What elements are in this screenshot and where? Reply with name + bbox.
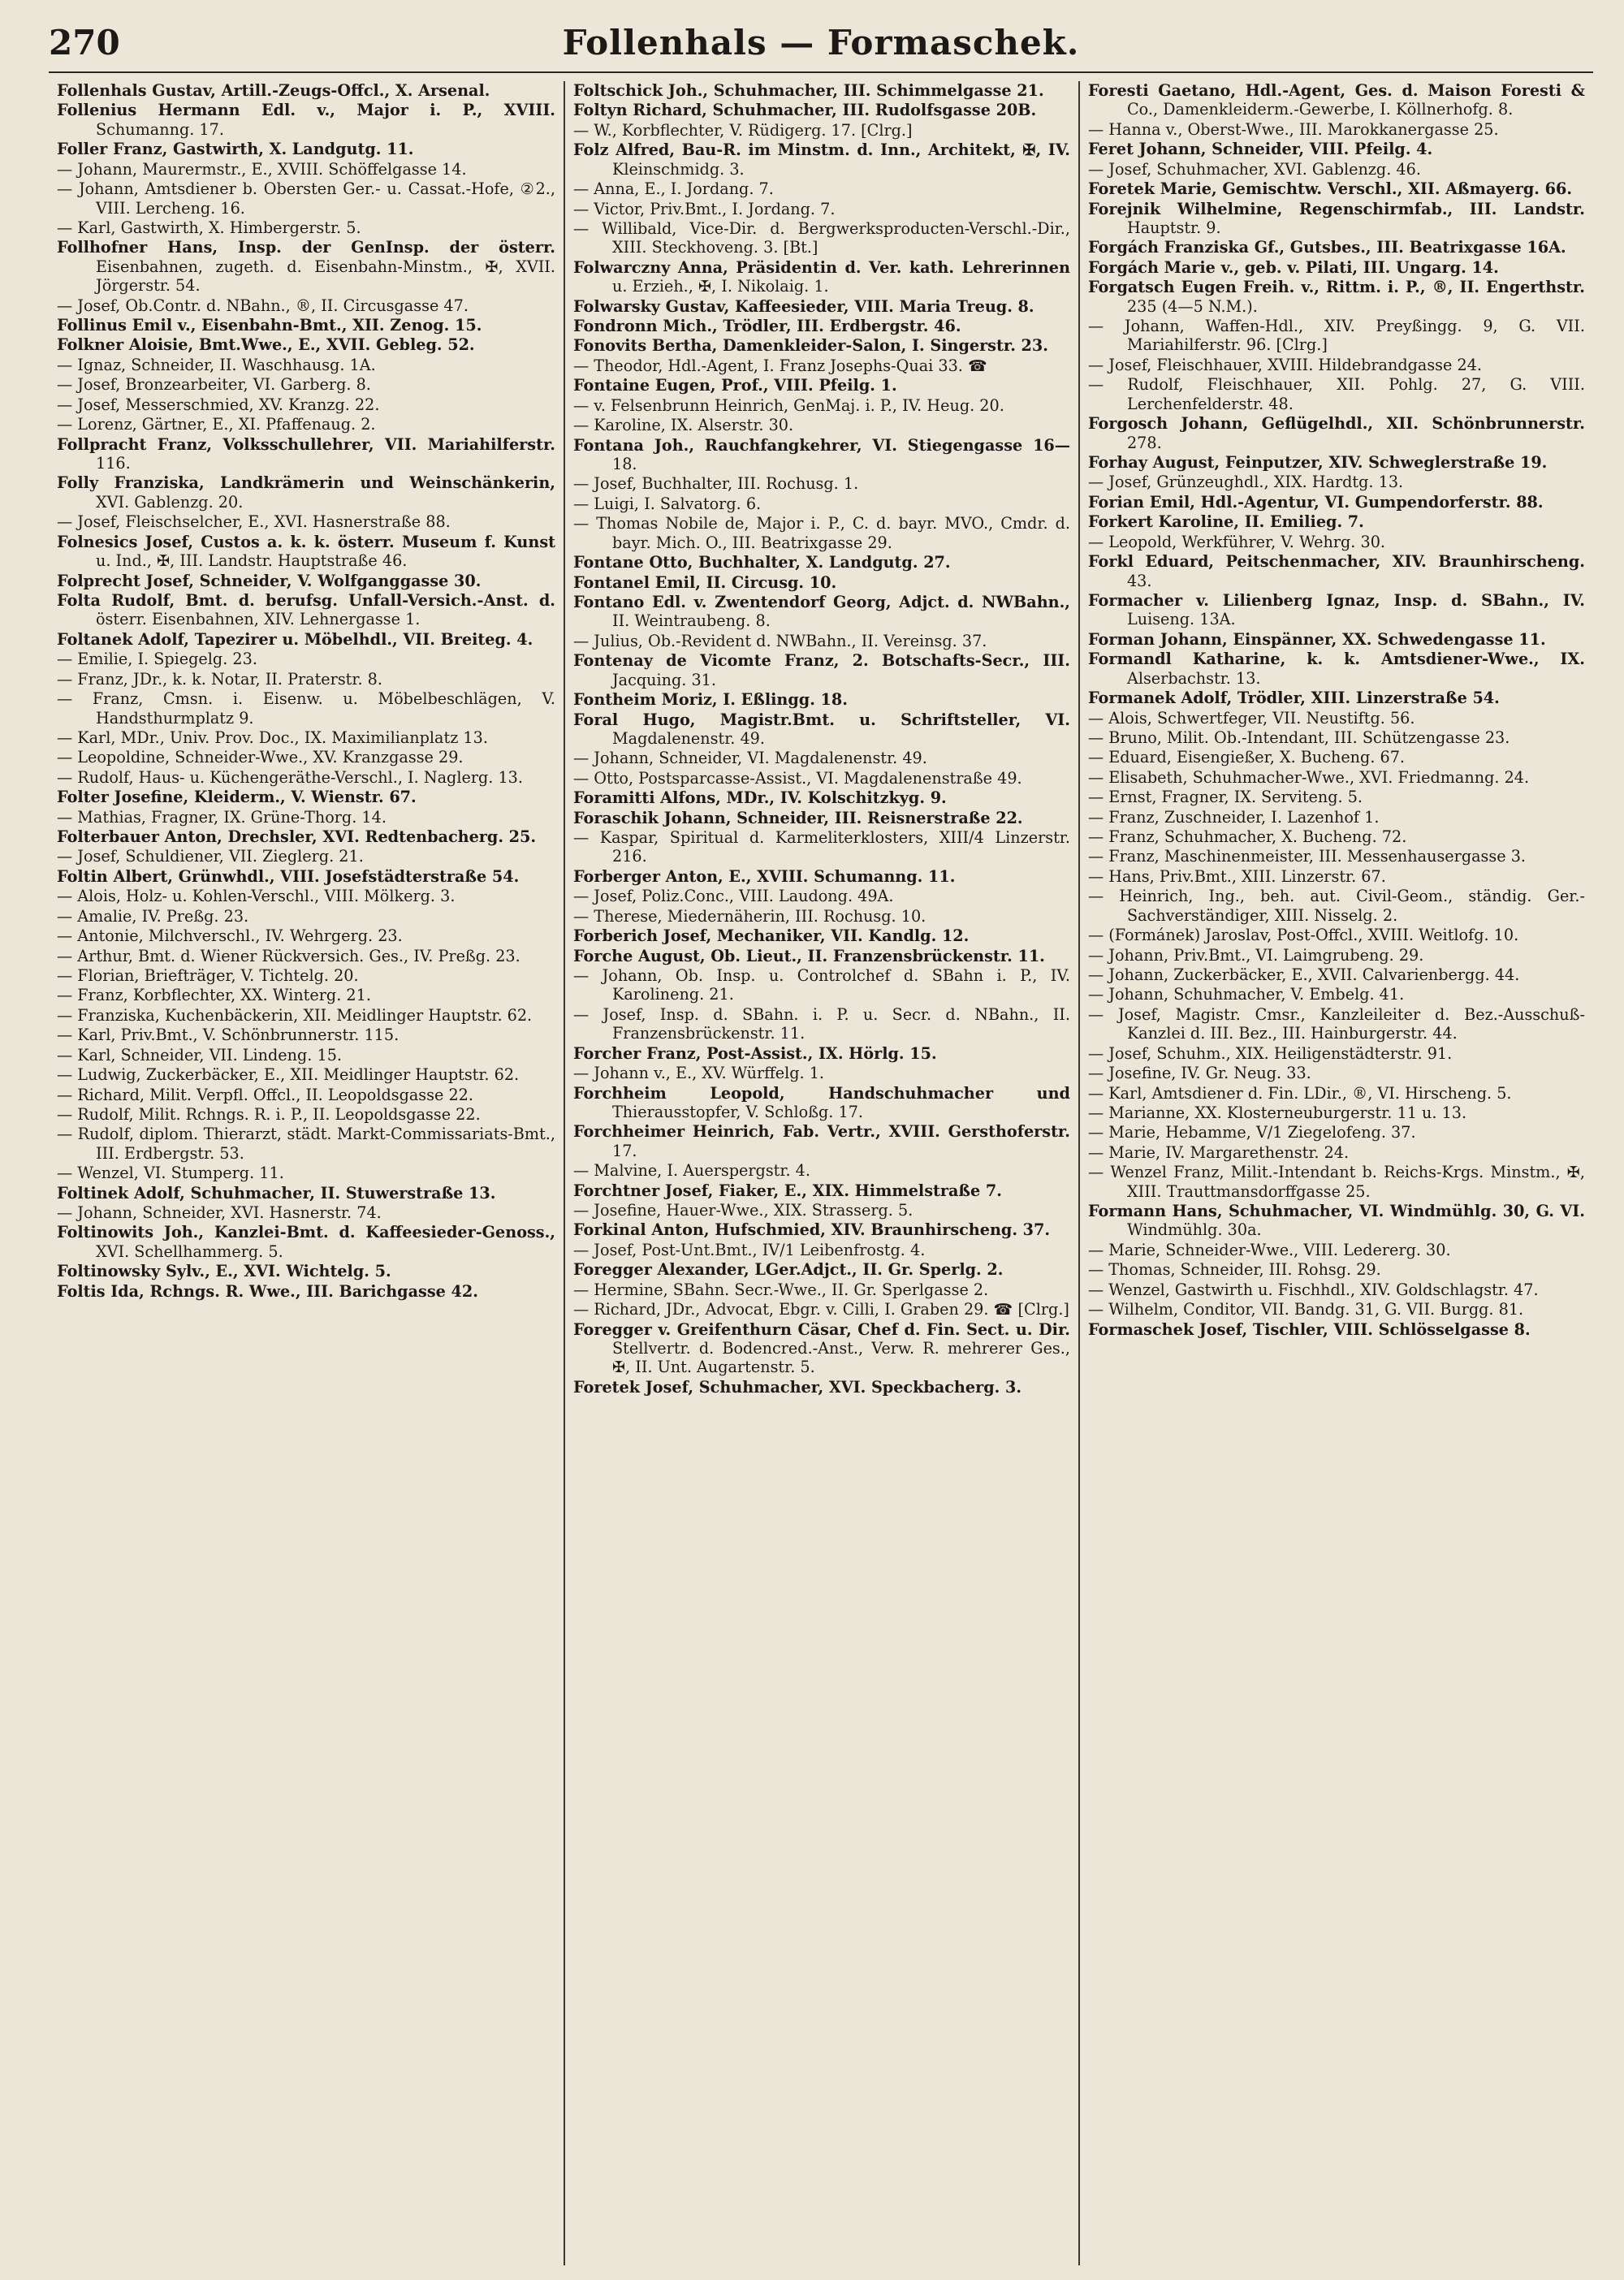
directory-entry: — Malvine, I. Auerspergstr. 4. bbox=[572, 1161, 810, 1181]
page-header bbox=[49, 19, 1593, 73]
directory-entry: — Josef, Schuhm., XIX. Heiligenstädterstr. 91. bbox=[1087, 1043, 1453, 1063]
directory-entry: — Elisabeth, Schuhmacher-Wwe., XVI. Friedmanng. 24. bbox=[1087, 767, 1530, 787]
directory-entry: — Wenzel, Gastwirth u. Fischhdl., XIV. Goldschlagstr. 47. bbox=[1087, 1280, 1539, 1299]
directory-entry: — Lorenz, Gärtner, E., XI. Pfaffenaug. 2. bbox=[57, 415, 376, 434]
directory-entry: Foltyn Richard, Schuhmacher, III. Rudolfsgasse 20B. bbox=[572, 101, 1037, 120]
directory-entry: Foramitti Alfons, MDr., IV. Kolschitzkyg. 9. bbox=[572, 788, 947, 808]
directory-entry: Formanek Adolf, Trödler, XIII. Linzerstraße 54. bbox=[1087, 689, 1500, 708]
directory-entry: Foretek Josef, Schuhmacher, XVI. Speckbacherg. 3. bbox=[572, 1377, 1022, 1397]
directory-entry: — Antonie, Milchverschl., IV. Wehrgerg. 23. bbox=[57, 926, 403, 946]
directory-entry: — Otto, Postsparcasse-Assist., VI. Magdalenenstraße 49. bbox=[572, 768, 1022, 788]
page-number: 270 bbox=[49, 23, 120, 63]
directory-entry: — Franz, Korbflechter, XX. Winterg. 21. bbox=[57, 986, 371, 1005]
directory-entry: — Bruno, Milit. Ob.-Intendant, III. Schützengasse 23. bbox=[1087, 728, 1510, 747]
directory-entry: Forberich Josef, Mechaniker, VII. Kandlg. 12. bbox=[572, 926, 970, 946]
directory-entry: Folta Rudolf, Bmt. d. berufsg. Unfall-Versich.-Anst. d. österr. Eisenbahnen, XIV. Lehnergasse 1. bbox=[57, 590, 555, 629]
directory-entry: Folkner Aloisie, Bmt.Wwe., E., XVII. Gebleg. 52. bbox=[57, 335, 475, 355]
directory-entry: — Johann, Schuhmacher, V. Embelg. 41. bbox=[1087, 985, 1405, 1004]
directory-entry: — Therese, Miedernäherin, III. Rochusg. 10. bbox=[572, 906, 926, 926]
directory-entry: Formacher v. Lilienberg Ignaz, Insp. d. SBahn., IV. Luiseng. 13A. bbox=[1087, 590, 1585, 629]
directory-entry: Foltanek Adolf, Tapezirer u. Möbelhdl., VII. Breiteg. 4. bbox=[57, 629, 533, 649]
directory-entry: — Josef, Messerschmied, XV. Kranzg. 22. bbox=[57, 395, 380, 414]
directory-entry: Folnesics Josef, Custos a. k. k. österr. Museum f. Kunst u. Ind., ✠, III. Landstr. Hauptstraße 46. bbox=[57, 532, 555, 571]
directory-entry: — Rudolf, Milit. Rchngs. R. i. P., II. Leopoldsgasse 22. bbox=[57, 1104, 481, 1124]
directory-entry: Fontana Joh., Rauchfangkehrer, VI. Stiegengasse 16—18. bbox=[572, 435, 1070, 474]
directory-entry: Formaschek Josef, Tischler, VIII. Schlösselgasse 8. bbox=[1087, 1319, 1531, 1339]
directory-entry: Fontheim Moriz, I. Eßlingg. 18. bbox=[572, 690, 848, 710]
directory-entry: — Johann, Zuckerbäcker, E., XVII. Calvarienbergg. 44. bbox=[1087, 965, 1520, 984]
directory-entry: — Arthur, Bmt. d. Wiener Rückversich. Ges., IV. Preßg. 23. bbox=[57, 946, 520, 965]
directory-entry: — v. Felsenbrunn Heinrich, GenMaj. i. P., IV. Heug. 20. bbox=[572, 395, 1004, 415]
directory-entry: — Johann, Waffen-Hdl., XIV. Preyßingg. 9, G. VII. Mariahilferstr. 96. [Clrg.] bbox=[1087, 317, 1585, 355]
directory-entry: — Hanna v., Oberst-Wwe., III. Marokkanergasse 25. bbox=[1087, 119, 1499, 139]
directory-entry: Folter Josefine, Kleiderm., V. Wienstr. 67. bbox=[57, 788, 417, 807]
directory-entry: — Josef, Bronzearbeiter, VI. Garberg. 8. bbox=[57, 375, 371, 395]
directory-entry: — Thomas Nobile de, Major i. P., C. d. bayr. MVO., Cmdr. d. bayr. Mich. O., III. Beatrixgasse 29. bbox=[572, 514, 1070, 552]
directory-entry: — Johann, Priv.Bmt., VI. Laimgrubeng. 29. bbox=[1087, 945, 1424, 965]
directory-entry: — Alois, Schwertfeger, VII. Neustiftg. 56. bbox=[1087, 708, 1415, 728]
column-right bbox=[1078, 81, 1593, 2265]
directory-entry: — Emilie, I. Spiegelg. 23. bbox=[57, 650, 257, 669]
directory-entry: Folz Alfred, Bau-R. im Minstm. d. Inn., Architekt, ✠, IV. Kleinschmidg. 3. bbox=[572, 140, 1070, 179]
directory-entry: Forchheim Leopold, Handschuhmacher und Thierausstopfer, V. Schloßg. 17. bbox=[572, 1083, 1070, 1121]
directory-entry: Feret Johann, Schneider, VIII. Pfeilg. 4. bbox=[1087, 140, 1433, 159]
directory-entry: — Franz, Maschinenmeister, III. Messenhausergasse 3. bbox=[1087, 847, 1526, 866]
directory-entry: — Richard, Milit. Verpfl. Offcl., II. Leopoldsgasse 22. bbox=[57, 1085, 473, 1104]
directory-entry: Foltinek Adolf, Schuhmacher, II. Stuwerstraße 13. bbox=[57, 1183, 496, 1203]
directory-entry: — Florian, Briefträger, V. Tichtelg. 20. bbox=[57, 965, 359, 985]
directory-entry: Foral Hugo, Magistr.Bmt. u. Schriftsteller, VI. Magdalenenstr. 49. bbox=[572, 710, 1070, 748]
directory-entry: — Karl, Schneider, VII. Lindeng. 15. bbox=[57, 1045, 343, 1064]
directory-entry: — Franziska, Kuchenbäckerin, XII. Meidlinger Hauptstr. 62. bbox=[57, 1005, 533, 1025]
directory-entry: — Josef, Buchhalter, III. Rochusg. 1. bbox=[572, 474, 859, 494]
directory-entry: Foltschick Joh., Schuhmacher, III. Schimmelgasse 21. bbox=[572, 81, 1044, 100]
directory-entry: — Hans, Priv.Bmt., XIII. Linzerstr. 67. bbox=[1087, 866, 1386, 886]
directory-entry: — Alois, Holz- u. Kohlen-Verschl., VIII. Mölkerg. 3. bbox=[57, 887, 456, 906]
directory-entry: — Josef, Schuldiener, VII. Zieglerg. 21. bbox=[57, 847, 364, 866]
running-head: Follenhals — Formaschek. bbox=[562, 23, 1080, 63]
column-middle bbox=[564, 81, 1078, 2265]
directory-entry: Forberger Anton, E., XVIII. Schumanng. 11. bbox=[572, 866, 956, 886]
directory-entry: — (Formánek) Jaroslav, Post-Offcl., XVIII. Weitlofg. 10. bbox=[1087, 926, 1519, 945]
directory-entry: — Franz, JDr., k. k. Notar, II. Praterstr. 8. bbox=[57, 669, 382, 689]
directory-entry: Forchheimer Heinrich, Fab. Vertr., XVIII. Gersthoferstr. 17. bbox=[572, 1122, 1070, 1160]
directory-entry: — Franz, Cmsn. i. Eisenw. u. Möbelbeschlägen, V. Handsthurmplatz 9. bbox=[57, 689, 555, 728]
directory-entry: Forejnik Wilhelmine, Regenschirmfab., III. Landstr. Hauptstr. 9. bbox=[1087, 199, 1585, 237]
directory-entry: — Willibald, Vice-Dir. d. Bergwerksproducten-Verschl.-Dir., XIII. Steckhoveng. 3. [Bt.] bbox=[572, 218, 1070, 257]
directory-entry: — Thomas, Schneider, III. Rohsg. 29. bbox=[1087, 1260, 1381, 1280]
directory-entry: — Josef, Ob.Contr. d. NBahn., ®, II. Circusgasse 47. bbox=[57, 296, 469, 315]
directory-entry: Folwarczny Anna, Präsidentin d. Ver. kath. Lehrerinnen u. Erzieh., ✠, I. Nikolaig. 1. bbox=[572, 257, 1070, 296]
directory-entry: Foltinowits Joh., Kanzlei-Bmt. d. Kaffeesieder-Genoss., XVI. Schellhammerg. 5. bbox=[57, 1223, 555, 1261]
directory-entry: — Josef, Magistr. Cmsr., Kanzleileiter d. Bez.-Ausschuß-Kanzlei d. III. Bez., III. Hainburgerstr. 44. bbox=[1087, 1004, 1585, 1043]
directory-entry: Foregger Alexander, LGer.Adjct., II. Gr. Sperlg. 2. bbox=[572, 1260, 1004, 1280]
directory-entry: — Wenzel Franz, Milit.-Intendant b. Reichs-Krgs. Minstm., ✠, XIII. Trauttmansdorffgasse 25. bbox=[1087, 1163, 1585, 1201]
directory-entry: — Amalie, IV. Preßg. 23. bbox=[57, 906, 249, 926]
directory-entry: Folprecht Josef, Schneider, V. Wolfganggasse 30. bbox=[57, 571, 482, 590]
directory-entry: Fontenay de Vicomte Franz, 2. Botschafts-Secr., III. Jacquing. 31. bbox=[572, 651, 1070, 689]
directory-entry: Forian Emil, Hdl.-Agentur, VI. Gumpendorferstr. 88. bbox=[1087, 492, 1544, 512]
directory-entry: Forchtner Josef, Fiaker, E., XIX. Himmelstraße 7. bbox=[572, 1181, 1002, 1200]
directory-entry: Foltis Ida, Rchngs. R. Wwe., III. Barichgasse 42. bbox=[57, 1281, 478, 1301]
directory-entry: Formandl Katharine, k. k. Amtsdiener-Wwe., IX. Alserbachstr. 13. bbox=[1087, 650, 1585, 688]
directory-entry: — Johann v., E., XV. Würffelg. 1. bbox=[572, 1064, 825, 1083]
directory-entry: — Johann, Schneider, VI. Magdalenenstr. 49. bbox=[572, 749, 927, 768]
directory-entry: — Marianne, XX. Klosterneuburgerstr. 11 u. 13. bbox=[1087, 1103, 1467, 1122]
directory-entry: Follenhals Gustav, Artill.-Zeugs-Offcl., X. Arsenal. bbox=[57, 81, 490, 100]
directory-entry: — Theodor, Hdl.-Agent, I. Franz Josephs-Quai 33. ☎ bbox=[572, 356, 987, 375]
directory-entry: Foltin Albert, Grünwhdl., VIII. Josefstädterstraße 54. bbox=[57, 866, 520, 886]
directory-entry: Foller Franz, Gastwirth, X. Landgutg. 11. bbox=[57, 140, 414, 159]
directory-entry: — Mathias, Fragner, IX. Grüne-Thorg. 14. bbox=[57, 807, 387, 827]
directory-entry: Forcher Franz, Post-Assist., IX. Hörlg. 15. bbox=[572, 1043, 937, 1063]
directory-entry: — Ernst, Fragner, IX. Serviteng. 5. bbox=[1087, 788, 1363, 807]
directory-entry: — Wilhelm, Conditor, VII. Bandg. 31, G. VII. Burgg. 81. bbox=[1087, 1300, 1524, 1319]
directory-entry: Forkl Eduard, Peitschenmacher, XIV. Braunhirscheng. 43. bbox=[1087, 552, 1585, 590]
directory-entry: — Leopold, Werkführer, V. Wehrg. 30. bbox=[1087, 532, 1386, 551]
directory-entry: — Hermine, SBahn. Secr.-Wwe., II. Gr. Sperlgasse 2. bbox=[572, 1280, 989, 1299]
directory-entry: — Luigi, I. Salvatorg. 6. bbox=[572, 494, 762, 513]
directory-entry: Formann Hans, Schuhmacher, VI. Windmühlg. 30, G. VI. Windmühlg. 30a. bbox=[1087, 1202, 1585, 1240]
directory-entry: — Josef, Poliz.Conc., VIII. Laudong. 49A. bbox=[572, 887, 894, 906]
directory-entry: — Rudolf, Haus- u. Küchengeräthe-Verschl., I. Naglerg. 13. bbox=[57, 767, 523, 787]
directory-columns bbox=[49, 81, 1593, 2265]
directory-entry: — Julius, Ob.-Revident d. NWBahn., II. Vereinsg. 37. bbox=[572, 631, 987, 650]
directory-entry: Forgách Marie v., geb. v. Pilati, III. Ungarg. 14. bbox=[1087, 257, 1499, 277]
directory-entry: Folwarsky Gustav, Kaffeesieder, VIII. Maria Treug. 8. bbox=[572, 296, 1034, 316]
directory-entry: — W., Korbflechter, V. Rüdigerg. 17. [Clrg.] bbox=[572, 120, 913, 140]
directory-entry: — Josef, Schuhmacher, XVI. Gablenzg. 46. bbox=[1087, 159, 1421, 179]
directory-entry: — Josefine, IV. Gr. Neug. 33. bbox=[1087, 1064, 1311, 1083]
directory-entry: Fonovits Bertha, Damenkleider-Salon, I. Singerstr. 23. bbox=[572, 336, 1048, 356]
directory-entry: — Rudolf, Fleischhauer, XII. Pohlg. 27, G. VIII. Lerchenfelderstr. 48. bbox=[1087, 375, 1585, 413]
directory-entry: — Josef, Fleischselcher, E., XVI. Hasnerstraße 88. bbox=[57, 512, 451, 532]
directory-entry: Foltinowsky Sylv., E., XVI. Wichtelg. 5. bbox=[57, 1262, 391, 1281]
directory-entry: Forhay August, Feinputzer, XIV. Schweglerstraße 19. bbox=[1087, 453, 1548, 473]
directory-entry: Fontanel Emil, II. Circusg. 10. bbox=[572, 572, 837, 592]
directory-entry: — Josefine, Hauer-Wwe., XIX. Strasserg. 5. bbox=[572, 1201, 914, 1220]
directory-entry: Fontane Otto, Buchhalter, X. Landgutg. 27. bbox=[572, 553, 951, 572]
directory-entry: Forkinal Anton, Hufschmied, XIV. Braunhirscheng. 37. bbox=[572, 1220, 1051, 1240]
directory-entry: Fontaine Eugen, Prof., VIII. Pfeilg. 1. bbox=[572, 376, 897, 395]
directory-entry: Fontano Edl. v. Zwentendorf Georg, Adjct. d. NWBahn., II. Weintraubeng. 8. bbox=[572, 592, 1070, 631]
directory-entry: — Josef, Insp. d. SBahn. i. P. u. Secr. d. NBahn., II. Franzensbrückenstr. 11. bbox=[572, 1004, 1070, 1043]
directory-entry: Forkert Karoline, II. Emilieg. 7. bbox=[1087, 512, 1364, 532]
directory-entry: Foregger v. Greifenthurn Cäsar, Chef d. Fin. Sect. u. Dir. Stellvertr. d. Bodencred.-Anst., Verw. R. mehrerer Ges., ✠, II. Unt. Augartenstr. 5. bbox=[572, 1319, 1070, 1377]
directory-entry: — Eduard, Eisengießer, X. Bucheng. 67. bbox=[1087, 748, 1406, 767]
directory-entry: — Heinrich, Ing., beh. aut. Civil-Geom., ständig. Ger.-Sachverständiger, XIII. Nisselg. 2. bbox=[1087, 887, 1585, 925]
directory-entry: — Karoline, IX. Alserstr. 30. bbox=[572, 416, 794, 435]
directory-entry: — Karl, MDr., Univ. Prov. Doc., IX. Maximilianplatz 13. bbox=[57, 728, 488, 747]
directory-entry: Foraschik Johann, Schneider, III. Reisnerstraße 22. bbox=[572, 808, 1023, 827]
directory-entry: Follhofner Hans, Insp. der GenInsp. der österr. Eisenbahnen, zugeth. d. Eisenbahn-Minstm., ✠, XVII. Jörgerstr. 54. bbox=[57, 238, 555, 296]
directory-entry: Folly Franziska, Landkrämerin und Weinschänkerin, XVI. Gablenzg. 20. bbox=[57, 473, 555, 512]
directory-entry: — Leopoldine, Schneider-Wwe., XV. Kranzgasse 29. bbox=[57, 748, 464, 767]
directory-entry: — Josef, Fleischhauer, XVIII. Hildebrandgasse 24. bbox=[1087, 355, 1482, 374]
directory-entry: Folterbauer Anton, Drechsler, XVI. Redtenbacherg. 25. bbox=[57, 827, 537, 847]
directory-entry: — Josef, Grünzeughdl., XIX. Hardtg. 13. bbox=[1087, 473, 1404, 492]
directory-entry: — Johann, Maurermstr., E., XVIII. Schöffelgasse 14. bbox=[57, 159, 467, 179]
directory-entry: Follinus Emil v., Eisenbahn-Bmt., XII. Zenog. 15. bbox=[57, 316, 482, 335]
directory-entry: — Ignaz, Schneider, II. Waschhausg. 1A. bbox=[57, 355, 376, 374]
directory-entry: Foretek Marie, Gemischtw. Verschl., XII. Aßmayerg. 66. bbox=[1087, 179, 1572, 199]
directory-entry: — Rudolf, diplom. Thierarzt, städt. Markt-Commissariats-Bmt., III. Erdbergstr. 53. bbox=[57, 1125, 555, 1163]
directory-entry: — Karl, Gastwirth, X. Himbergerstr. 5. bbox=[57, 218, 361, 237]
directory-entry: — Marie, Hebamme, V/1 Ziegelofeng. 37. bbox=[1087, 1123, 1416, 1142]
directory-entry: Forgosch Johann, Geflügelhdl., XII. Schönbrunnerstr. 278. bbox=[1087, 414, 1585, 452]
directory-entry: — Richard, JDr., Advocat, Ebgr. v. Cilli, I. Graben 29. ☎ [Clrg.] bbox=[572, 1300, 1069, 1319]
directory-entry: Forche August, Ob. Lieut., II. Franzensbrückenstr. 11. bbox=[572, 946, 1045, 965]
directory-entry: — Karl, Amtsdiener d. Fin. LDir., ®, VI. Hirscheng. 5. bbox=[1087, 1083, 1512, 1103]
directory-entry: Follpracht Franz, Volksschullehrer, VII. Mariahilferstr. 116. bbox=[57, 434, 555, 473]
directory-entry: — Johann, Amtsdiener b. Obersten Ger.- u. Cassat.-Hofe, ②2., VIII. Lercheng. 16. bbox=[57, 179, 555, 218]
directory-entry: — Josef, Post-Unt.Bmt., IV/1 Leibenfrostg. 4. bbox=[572, 1240, 926, 1259]
directory-entry: — Victor, Priv.Bmt., I. Jordang. 7. bbox=[572, 199, 836, 218]
directory-entry: — Marie, Schneider-Wwe., VIII. Ledererg. 30. bbox=[1087, 1240, 1451, 1259]
directory-entry: — Kaspar, Spiritual d. Karmeliterklosters, XIII/4 Linzerstr. 216. bbox=[572, 828, 1070, 866]
directory-entry: — Franz, Zuschneider, I. Lazenhof 1. bbox=[1087, 807, 1380, 827]
column-left bbox=[49, 81, 564, 2265]
directory-entry: Forgách Franziska Gf., Gutsbes., III. Beatrixgasse 16A. bbox=[1087, 238, 1566, 257]
directory-entry: — Karl, Priv.Bmt., V. Schönbrunnerstr. 115. bbox=[57, 1026, 400, 1045]
directory-entry: Forgatsch Eugen Freih. v., Rittm. i. P., ®, II. Engerthstr. 235 (4—5 N.M.). bbox=[1087, 278, 1585, 316]
directory-entry: — Johann, Schneider, XVI. Hasnerstr. 74. bbox=[57, 1203, 382, 1223]
directory-entry: Foresti Gaetano, Hdl.-Agent, Ges. d. Maison Foresti & Co., Damenkleiderm.-Gewerbe, I. Köllnerhofg. 8. bbox=[1087, 81, 1585, 119]
directory-entry: Forman Johann, Einspänner, XX. Schwedengasse 11. bbox=[1087, 629, 1546, 649]
directory-entry: — Ludwig, Zuckerbäcker, E., XII. Meidlinger Hauptstr. 62. bbox=[57, 1065, 520, 1085]
directory-entry: — Wenzel, VI. Stumperg. 11. bbox=[57, 1164, 284, 1183]
directory-entry: — Anna, E., I. Jordang. 7. bbox=[572, 179, 774, 199]
directory-entry: — Marie, IV. Margarethenstr. 24. bbox=[1087, 1142, 1350, 1162]
directory-entry: Fondronn Mich., Trödler, III. Erdbergstr. 46. bbox=[572, 317, 961, 336]
directory-entry: — Franz, Schuhmacher, X. Bucheng. 72. bbox=[1087, 827, 1407, 847]
directory-entry: — Johann, Ob. Insp. u. Controlchef d. SBahn i. P., IV. Karolineng. 21. bbox=[572, 965, 1070, 1004]
directory-entry: Follenius Hermann Edl. v., Major i. P., XVIII. Schumanng. 17. bbox=[57, 101, 555, 139]
